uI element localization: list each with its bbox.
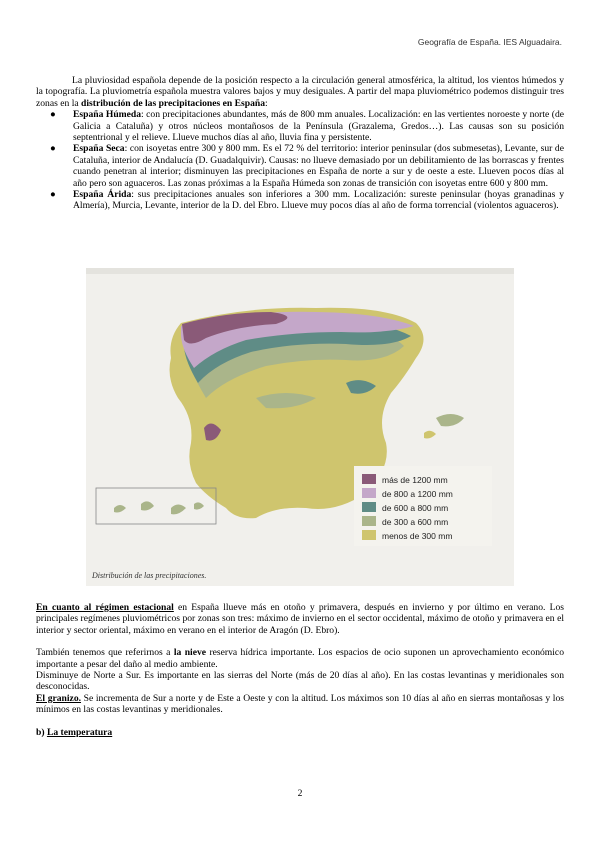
bullet-icon: ● [50, 189, 56, 201]
bullet-icon: ● [50, 109, 56, 121]
bullet-icon: ● [50, 143, 56, 155]
zone-text: : con precipitaciones abundantes, más de 800 mm anuales. Localización: en las vertientes noroeste y norte (de Galicia a Cataluña) y otros núcleos montañosos de la Península (Grazalema, Gredos…). Las causas son su posición septentrional y el relieve. Llueve muchos días al año, lluvia fina y persistente. [73, 109, 564, 144]
page-header: Geografía de España. IES Alguadaira. [417, 37, 562, 47]
section-prefix: b) [36, 726, 47, 738]
map-frame-top [86, 268, 514, 274]
legend-swatch [362, 474, 376, 484]
zone-humeda [50, 109, 564, 144]
nieve-text-b: reserva hídrica importante. Los espacios de ocio suponen un aprovechamiento económico importante a pesar del daño al medio ambiente. [36, 647, 564, 670]
regimen-bold: En cuanto al régimen estacional [36, 602, 174, 613]
granizo-text: Se incrementa de Sur a norte y de Este a Oeste y con la altitud. Los máximos son 10 días al año en sierras montañosas y los mínimos en las costas levantinas y meridionales. [36, 692, 564, 716]
zone-arida [50, 189, 565, 212]
legend-label: más de 1200 mm [382, 475, 448, 485]
page-number: 2 [297, 788, 303, 799]
intro-text: La pluviosidad española depende de la posición respecto a la circulación general atmosférica, la altitud, los vientos húmedos y la topografía. La pluviometría española muestra valores bajos y muy desiguales. A partir del mapa pluviométrico podemos distinguir tres zonas en la [36, 75, 564, 109]
intro-colon: : [265, 97, 268, 109]
zone-text: : sus precipitaciones anuales son inferiores a 300 mm. Localización: sureste peninsular (hoyas granadinas y Almería), Murcia, Levante, interior de la D. del Ebro. Llueve muy pocos días al año de forma torrencial (violentos aguaceros). [73, 189, 565, 212]
granizo-bold: El granizo. [36, 692, 82, 704]
bottom-text [36, 602, 564, 738]
legend-swatch [362, 488, 376, 498]
nieve-text-a: También tenemos que referirnos a [36, 647, 174, 659]
zones-list [36, 109, 564, 212]
zone-text: : con isoyetas entre 300 y 800 mm. Es el 72 % del territorio: interior peninsular (dos submesetas), Levante, sur de Cataluña, interior de Andalucía (D. Guadalquivir). Causas: no llueve demasiado por un debilitamiento de las borrascas y frentes cuando penetran al interior; disminuyen las precipitaciones en España de norte a sur y de oeste a este. Llueven pocos días al año pero son aguaceros. Las zonas próximas a la España Húmeda son zonas de transición con isoyetas entre 600 y 800 mm. [73, 143, 564, 189]
figure-caption: Distribución de las precipitaciones. [92, 571, 207, 580]
zone-title: España Húmeda [73, 109, 142, 121]
legend-label: de 800 a 1200 mm [382, 489, 453, 499]
legend-swatch [362, 502, 376, 512]
section-heading [36, 727, 564, 738]
nieve-bold: la nieve [173, 647, 207, 659]
regimen-paragraph [36, 602, 564, 636]
legend-swatch [362, 516, 376, 526]
section-title: La temperatura [46, 726, 113, 738]
precipitation-map-figure [86, 268, 514, 586]
zone-title: España Árida [73, 189, 132, 201]
precipitation-map [86, 268, 514, 586]
main-text [36, 75, 564, 212]
legend-label: de 600 a 800 mm [382, 503, 449, 513]
nieve-line2: Disminuye de Norte a Sur. Es importante en las sierras del Norte (más de 20 días al año). En las costas levantinas y meridionales son desconocidas. [36, 670, 564, 693]
intro-bold: distribución de las precipitaciones en España [81, 97, 266, 109]
intro-paragraph [36, 75, 564, 109]
regimen-text: en España llueve más en otoño y primavera, después en invierno y por último en verano. Los principales regímenes pluviométricos por zonas son tres: máximo de invierno en el sector occidental, máximo de otoño y primavera en el interior y sector oriental, máximo en verano en el interior de Aragón (D. Ebro). [36, 602, 565, 636]
nieve-paragraph [36, 647, 564, 670]
legend-label: menos de 300 mm [382, 531, 453, 541]
granizo-paragraph [36, 693, 564, 716]
legend-swatch [362, 530, 376, 540]
zone-seca [50, 143, 564, 189]
zone-title: España Seca [73, 143, 125, 155]
legend-label: de 300 a 600 mm [382, 517, 449, 527]
